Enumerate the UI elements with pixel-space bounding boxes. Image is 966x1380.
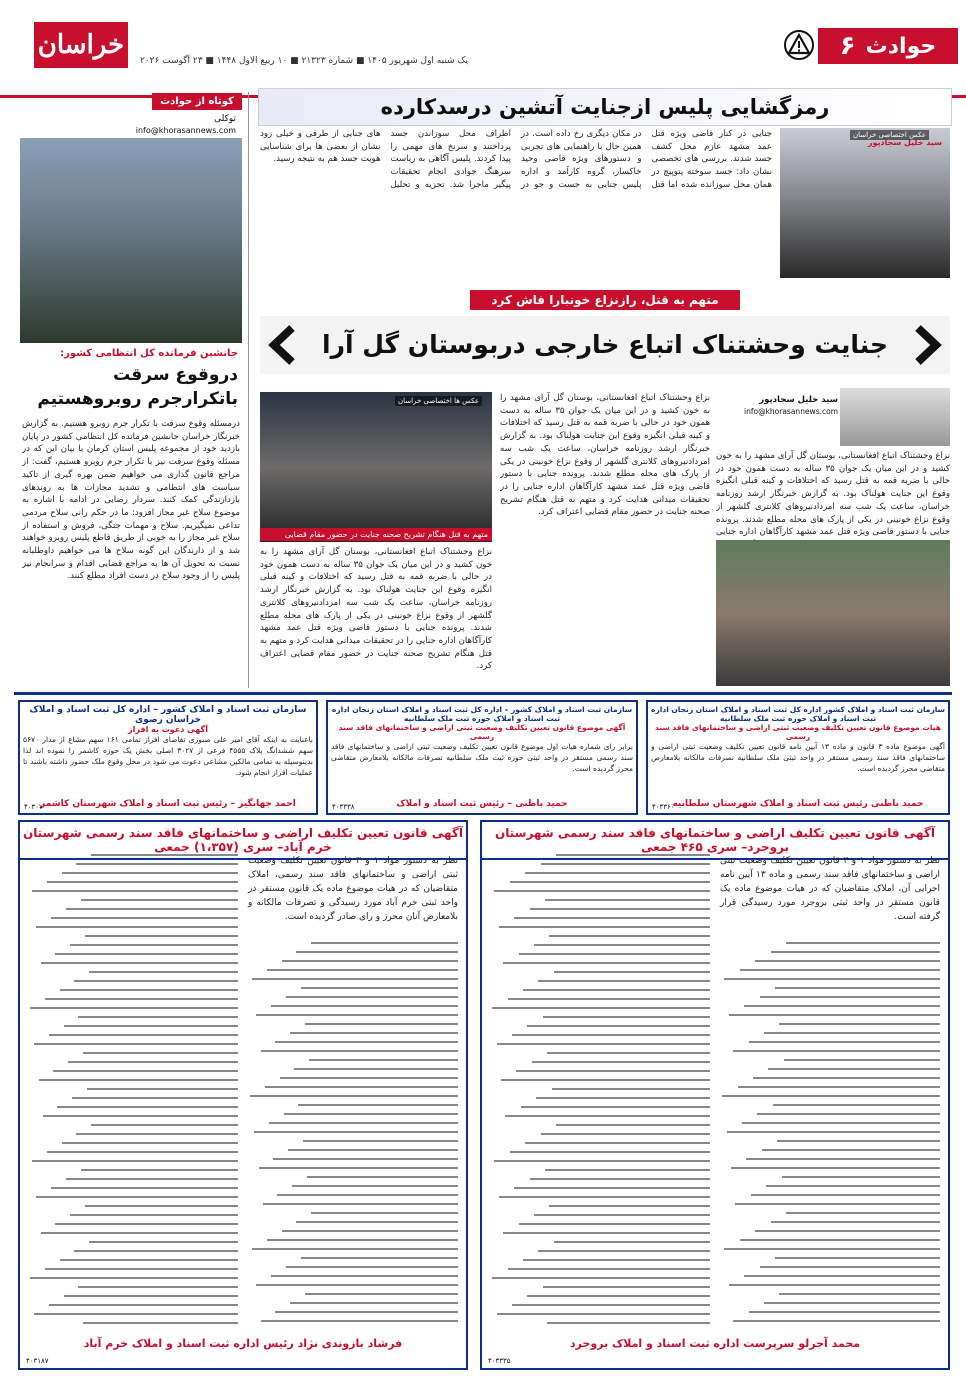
- text-line: [782, 1176, 940, 1178]
- text-line: [749, 1311, 940, 1313]
- text-line: [508, 998, 710, 1000]
- text-line: [55, 953, 238, 955]
- text-line: [32, 1160, 238, 1162]
- text-line: [499, 1196, 710, 1198]
- text-line: [74, 1250, 238, 1252]
- text-line: [301, 987, 459, 989]
- story1-headline-bar: [258, 88, 952, 126]
- text-line: [521, 1106, 710, 1108]
- text-line: [47, 1151, 238, 1153]
- text-line: [70, 1214, 238, 1216]
- text-line: [492, 1277, 710, 1279]
- dateline: یک شنبه اول شهریور ۱۴۰۵ ■ شماره ۲۱۳۲۳ ■ ۱۰ ربیع الاول ۱۴۴۸ ■ ۲۳ آگوست ۲۰۲۶: [140, 56, 469, 66]
- text-line: [733, 1320, 940, 1322]
- text-line: [250, 1095, 458, 1097]
- ad-code: ۴۰۳۳۶۰: [652, 803, 675, 811]
- story2-email: info@khorasannews.com: [744, 407, 838, 416]
- story2-kicker: متهم به قتل، رازنزاع خونبارا فاش کرد: [470, 290, 740, 310]
- text-line: [51, 917, 238, 919]
- text-line: [554, 971, 710, 973]
- text-line: [503, 962, 710, 964]
- text-line: [503, 1232, 710, 1234]
- story1-author: سید خلیل سجادپور: [867, 138, 942, 147]
- text-line: [740, 969, 940, 971]
- text-line: [779, 1293, 940, 1295]
- text-line: [81, 899, 239, 901]
- text-line: [286, 1266, 458, 1268]
- text-line: [757, 1113, 940, 1115]
- warning-icon: [784, 30, 814, 60]
- text-line: [34, 1313, 238, 1315]
- text-line: [41, 1232, 238, 1234]
- sidebar-headline: دروقوع سرقت باتکرارجرم روبروهستیم: [37, 365, 238, 409]
- text-line: [301, 1257, 459, 1259]
- text-line: [760, 1266, 940, 1268]
- ad-subtitle: هیات موضوع قانون تعیین تکلیف وضعیت ثبتی اراضی و ساختمانهای فاقد سند رسمی: [655, 723, 941, 741]
- text-line: [74, 980, 238, 982]
- story2-author: سید خلیل سجادپور: [759, 395, 838, 405]
- text-line: [556, 854, 710, 856]
- text-line: [259, 1167, 459, 1169]
- section-label: حوادث: [865, 33, 937, 59]
- text-line: [277, 1194, 458, 1196]
- text-line: [733, 1050, 940, 1052]
- text-line: [39, 1079, 239, 1081]
- text-line: [784, 1059, 940, 1061]
- text-line: [296, 951, 458, 953]
- story1-photo: [780, 128, 950, 278]
- text-line: [514, 1187, 710, 1189]
- text-line: [307, 1176, 458, 1178]
- ad-text-lines: [720, 942, 940, 1322]
- text-line: [744, 1005, 940, 1007]
- text-line: [768, 1068, 940, 1070]
- sidebar-author: توکلی: [214, 114, 236, 124]
- text-line: [512, 1304, 710, 1306]
- text-line: [70, 944, 238, 946]
- text-line: [261, 1050, 458, 1052]
- text-line: [43, 1115, 238, 1117]
- text-line: [519, 1223, 710, 1225]
- text-line: [510, 1151, 710, 1153]
- text-line: [263, 1203, 458, 1205]
- text-line: [510, 881, 710, 883]
- text-line: [744, 1275, 940, 1277]
- text-line: [305, 1023, 458, 1025]
- text-line: [742, 1122, 940, 1124]
- text-line: [286, 996, 458, 998]
- text-line: [36, 1196, 238, 1198]
- text-line: [305, 1293, 458, 1295]
- text-line: [49, 1304, 238, 1306]
- text-line: [775, 987, 940, 989]
- text-line: [280, 1077, 459, 1079]
- text-line: [36, 926, 238, 928]
- text-line: [76, 863, 238, 865]
- text-line: [311, 1212, 458, 1214]
- text-line: [729, 1284, 940, 1286]
- story2-body-middle: نزاع وحشتناک اتباع افغانستانی، بوستان گل آرای مشهد را به خون کشید و در این میان یک جوان ۳۵ ساله به دست همون خود در حالی با ضربه قمه به قتل رسید که اختلافات و کینه قبلی انگیزه وقوع این جنایت هولناک بود. به گزارش خبرنگار ارشد روزنامه خراسان، ساعت یک شب سه امردادنیروهای کلانتری گلشهر از وقوع نزاع خونینی در یکی از پارک های محله مطلع شدند. پرونده جنایی با دستور قاضی ویژه قتل عمد مشهد کارآگاهان اداره جنایی را در تحقیقات میدانی هدایت کرد و متهم به قتل هنگام تشریح صحنه جنایت در حضور مقام قضایی اعتراف کرد.: [500, 393, 710, 518]
- text-line: [66, 908, 238, 910]
- text-line: [497, 1043, 710, 1045]
- text-line: [516, 1070, 710, 1072]
- text-line: [543, 1286, 710, 1288]
- text-line: [275, 1041, 458, 1043]
- ad-kashmar: [18, 700, 318, 815]
- text-line: [256, 1014, 458, 1016]
- sidebar-email[interactable]: info@khorasannews.com: [135, 126, 236, 135]
- text-line: [729, 1014, 940, 1016]
- text-line: [288, 1149, 458, 1151]
- text-line: [762, 1149, 940, 1151]
- text-line: [85, 1205, 238, 1207]
- sidebar-box-label: کوتاه از حوادث: [152, 93, 242, 110]
- text-line: [252, 978, 458, 980]
- text-line: [55, 1223, 238, 1225]
- story2-photo-left: [260, 392, 492, 542]
- text-line: [749, 1041, 940, 1043]
- text-line: [497, 1313, 710, 1315]
- text-line: [771, 951, 940, 953]
- text-line: [267, 969, 458, 971]
- story2-photo-caption: متهم به قتل هنگام تشریح صحنه جنایت در حضور مقام قضایی: [260, 528, 492, 541]
- ad-code: ۴۰۳۳۳۵: [488, 1357, 511, 1365]
- sidebar-kicker: جانشین فرمانده کل انتظامی کشور:: [60, 348, 238, 359]
- text-line: [282, 1230, 458, 1232]
- text-line: [527, 1295, 710, 1297]
- text-line: [735, 1203, 940, 1205]
- story1-photo-credit: عکس اختصاصی خراسان: [850, 130, 929, 140]
- text-line: [499, 926, 710, 928]
- ad-title: آگهی قانون تعیین تکلیف اراضی و ساختمانهای فاقد سند رسمی شهرستان خرم آباد– سری (۱،۳۵۷) جمعی: [20, 822, 466, 860]
- text-line: [83, 1322, 238, 1324]
- text-line: [547, 1052, 710, 1054]
- ad-sign: حمید باطنی رئیس ثبت اسناد و املاک شهرستان سلطانیه: [672, 799, 924, 809]
- text-line: [282, 960, 458, 962]
- text-line: [530, 908, 710, 910]
- text-line: [76, 1133, 238, 1135]
- text-line: [779, 1023, 940, 1025]
- text-line: [523, 989, 710, 991]
- text-line: [89, 1241, 238, 1243]
- text-line: [85, 935, 238, 937]
- text-line: [303, 1140, 458, 1142]
- text-line: [254, 1131, 458, 1133]
- section-divider: [14, 692, 952, 695]
- text-line: [91, 854, 238, 856]
- text-line: [554, 1241, 710, 1243]
- ad-title: سازمان ثبت اسناد و املاک کشور – اداره کل ثبت اسناد و املاک استان زنجان اداره ثبت اسناد و املاک حوزه ثبت ملک سلطانیه: [331, 705, 633, 723]
- text-line: [766, 1185, 940, 1187]
- text-line: [543, 1016, 710, 1018]
- ad-soltanieh-1: [326, 700, 638, 815]
- text-line: [556, 1124, 710, 1126]
- text-line: [78, 1286, 238, 1288]
- ad-text-lines: [490, 854, 710, 1324]
- text-line: [284, 1113, 458, 1115]
- text-line: [89, 971, 238, 973]
- text-line: [773, 1104, 940, 1106]
- text-line: [775, 1257, 940, 1259]
- ad-title: سازمان ثبت اسناد و املاک کشور اداره کل ثبت اسناد و املاک استان زنجان اداره ثبت اسناد و املاک حوزه ثبت ملک سلطانیه: [651, 705, 945, 723]
- text-line: [51, 1187, 238, 1189]
- text-line: [552, 1088, 710, 1090]
- ad-body: نظر به دستور مواد ۱ و ۳ قانون تعیین تکلیف وضعیت ثبتی اراضی و ساختمانهای فاقد سند رسمی و ماده ۱۳ آیین نامه اجرایی آن، املاک متقاضیان که در هیات موضوع ماده یک قانون مستقر در واحد ثبتی بروجرد مورد رسیدگی قرار گرفته است.: [720, 856, 941, 922]
- text-line: [298, 1104, 458, 1106]
- text-line: [549, 1205, 710, 1207]
- ad-title: آگهی قانون تعیین تکلیف اراضی و ساختمانهای فاقد سند رسمی شهرستان بروجرد– سری ۴۶۵ جمعی: [482, 822, 948, 860]
- text-line: [60, 1259, 239, 1261]
- page-number: ۶: [839, 31, 856, 61]
- ad-subtitle: آگهی دعوت به افراز: [128, 725, 208, 734]
- text-line: [309, 1059, 458, 1061]
- ad-sign: حمید باطنی – رئیس ثبت اسناد و املاک: [396, 799, 568, 809]
- text-line: [541, 863, 710, 865]
- text-line: [751, 1194, 940, 1196]
- text-line: [256, 1284, 458, 1286]
- text-line: [83, 1052, 238, 1054]
- text-line: [45, 998, 238, 1000]
- text-line: [519, 953, 710, 955]
- text-line: [549, 935, 710, 937]
- text-line: [532, 1061, 710, 1063]
- text-line: [252, 1248, 458, 1250]
- sidebar: [20, 88, 242, 688]
- text-line: [32, 890, 238, 892]
- story1-body: جنایی در کنار قاضی ویژه قتل عمد مشهد عازم محل کشف جسد شدند. بررسی های تخصصی نشان داد: جسد سوخته پتوپیچ در همان محل سوزانده شده اما قتل در مکان دیگری رخ داده است. در همین حال با راهنمایی های تجربی و دستورهای ویژه قاضی وحید خاکسار، گروه کارآمد و اداره پلیس جنایی به جست و جو در اطراف محل سوزاندن جسد پرداختند و سرنخ های مهمی را پیدا کردند. پلیس آگاهی به ریاست سرهنگ جوادی انجام تحقیقات پیگیر ماجرا شد. تجزیه و تحلیل های جنایی از طرفی و خیلی زود نشان از بعضی ها برای شناسایی هویت جسد هم به نتیجه رسید.: [260, 129, 772, 190]
- ad-khorramabad: [18, 820, 468, 1370]
- text-line: [525, 872, 710, 874]
- text-line: [294, 1068, 458, 1070]
- text-line: [771, 1221, 940, 1223]
- sidebar-body: درمسئله وقوع سرقت با تکرار جرم روبرو هستیم. به گزارش خبرنگار خراسان جانشین فرمانده کل انتظامی کشور در پایان بازدید خود از مجموعه پلیس استان کرمان با بیان این که در مسئله وقوع سرقت نیز با تکرار جرم روبرو هستیم، گفت: از مراجع قانون گذاری می خواهیم ضمن بهره گیری از تاکید سیاست های انتظامی و تشدید مجازات ها به روندهای بازدارندگی کمک کنند. سردار رضایی در ادامه با اشاره به موضوع سلاح غیر مجاز افزود: ما در حکم رانی سلاح مردمی تداعی نمیگیریم. سلاح و مهمات جنگی، فروش و استفاده از سلاح غیر مجاز را به خوبی از طریق قاطع پلیس روبرو خواهند شد و از دارندگان این گونه سلاح ها می خواهیم داوطلبانه نسبت به تحویل آن ها به مراجع قضایی اقدام و سرانجام نیز پلیس را از وجود سلاح در دست افراد مطلع کنند.: [22, 419, 240, 582]
- text-line: [508, 1268, 710, 1270]
- text-line: [271, 1275, 458, 1277]
- ad-code: ۴۰۳۳۳۸: [332, 803, 355, 811]
- ad-boroujerd: [480, 820, 950, 1370]
- text-line: [87, 1088, 238, 1090]
- ad-subtitle: آگهی موضوع قانون تعیین تکلیف وضعیت ثبتی اراضی و ساختمانهای فاقد سند رسمی: [338, 723, 626, 741]
- text-line: [292, 1185, 458, 1187]
- story2-photo-credit: عکس ها اختصاصی خراسان: [395, 396, 482, 406]
- text-line: [62, 872, 238, 874]
- text-line: [545, 1169, 710, 1171]
- text-line: [271, 1005, 458, 1007]
- text-line: [536, 1097, 710, 1099]
- text-line: [49, 1034, 238, 1036]
- ad-code: ۴۰۳۰۷: [24, 803, 43, 811]
- text-line: [740, 1239, 940, 1241]
- text-line: [512, 1034, 710, 1036]
- story2-body-right: نزاع وحشتناک اتباع افغانستانی، بوستان گل آرای مشهد را به خون کشید و در این میان یک جوان ۳۵ ساله به دست همون خود در حالی با ضربه قمه به قتل رسید که اختلافات و کینه قبلی انگیزه وقوع این جنایت هولناک بود. به گزارش خبرنگار ارشد روزنامه خراسان، ساعت یک شب سه امردادنیروهای کلانتری گلشهر از وقوع نزاع خونینی در یکی از پارک های محله مطلع شدند. پرونده جنایی با دستور قاضی ویژه قتل عمد مشهد کارآگاهان اداره جنایی: [716, 451, 950, 538]
- text-line: [722, 1095, 940, 1097]
- text-line: [505, 1115, 710, 1117]
- ad-sign: احمد جهانگیر – رئیس ثبت اسناد و املاک شهرستان کاشمر: [40, 799, 296, 809]
- ad-text-lines: [28, 854, 238, 1324]
- text-line: [275, 1311, 458, 1313]
- text-line: [492, 1007, 710, 1009]
- ad-soltanieh-2: [646, 700, 950, 815]
- chevron-right-icon: [904, 324, 944, 366]
- text-line: [290, 1032, 458, 1034]
- text-line: [538, 1250, 710, 1252]
- text-line: [311, 942, 458, 944]
- text-line: [267, 1239, 458, 1241]
- chevron-left-icon: [266, 324, 306, 366]
- text-line: [494, 890, 710, 892]
- text-line: [724, 1248, 940, 1250]
- text-line: [534, 944, 710, 946]
- text-line: [786, 1212, 940, 1214]
- text-line: [746, 1158, 940, 1160]
- text-line: [78, 1016, 238, 1018]
- text-line: [753, 1077, 940, 1079]
- newspaper-logo[interactable]: خراسان: [34, 22, 128, 68]
- author-avatar: [840, 388, 950, 446]
- text-line: [64, 1025, 238, 1027]
- text-line: [523, 1259, 710, 1261]
- text-line: [269, 1122, 458, 1124]
- text-line: [764, 1302, 940, 1304]
- text-line: [296, 1221, 458, 1223]
- text-line: [545, 899, 710, 901]
- text-line: [760, 996, 940, 998]
- ad-code: ۴۰۳۱۸۷: [26, 1357, 49, 1365]
- story2-body-left: نزاع وحشتناک اتباع افغانستانی، بوستان گل آرای مشهد را به خون کشید و در این میان یک جوان ۳۵ ساله به دست همون خود در حالی با ضربه قمه به قتل رسید که اختلافات و کینه قبلی انگیزه وقوع این جنایت هولناک بود. به گزارش خبرنگار ارشد روزنامه خراسان، ساعت یک شب سه امردادنیروهای کلانتری گلشهر از وقوع نزاع خونینی در یکی از پارک های محله مطلع شدند. پرونده جنایی با دستور قاضی ویژه قتل عمد مشهد کارآگاهان اداره جنایی را در تحقیقات میدانی هدایت کرد و متهم به قتل هنگام تشریح صحنه جنایت در حضور مقام قضایی اعتراف کرد.: [260, 547, 492, 672]
- text-line: [777, 1140, 940, 1142]
- text-line: [91, 1124, 238, 1126]
- text-line: [724, 978, 940, 980]
- story1-headline: رمزگشایی پلیس ازجنایت آتشین درسدکارده: [380, 95, 830, 119]
- text-line: [755, 1230, 940, 1232]
- text-line: [547, 1322, 710, 1324]
- text-line: [265, 1086, 458, 1088]
- text-line: [72, 1097, 238, 1099]
- text-line: [34, 1043, 238, 1045]
- page-header: [0, 0, 966, 98]
- text-line: [57, 1106, 238, 1108]
- text-line: [30, 1277, 238, 1279]
- sidebar-divider: [248, 92, 249, 688]
- text-line: [541, 1133, 710, 1135]
- ad-body: نظر به دستور مواد ۱ و ۳ قانون تعیین تکلیف وضعیت ثبتی اراضی و ساختمانهای فاقد سند رسمی، املاک متقاضیان که در هیات موضوع ماده یک قانون مستقر در واحد ثبتی خرم آباد مورد رسیدگی و تصرفات مالکانه و بلامعارض آنان محرز و رای صادر گردیده است.: [248, 856, 458, 922]
- text-line: [538, 980, 710, 982]
- text-line: [261, 1320, 458, 1322]
- text-line: [764, 1032, 940, 1034]
- ad-title: سازمان ثبت اسناد و املاک کشور – اداره کل ثبت اسناد و املاک خراسان رضوی: [29, 705, 307, 725]
- text-line: [530, 1178, 710, 1180]
- ad-sign: فرشاد بازوندی نژاد رئیس اداره ثبت اسناد و املاک خرم آباد: [83, 1337, 403, 1350]
- text-line: [501, 1079, 710, 1081]
- text-line: [60, 989, 239, 991]
- ad-text-lines: [248, 942, 458, 1322]
- text-line: [64, 1295, 238, 1297]
- story2-headline-bar: [260, 316, 950, 374]
- text-line: [786, 942, 940, 944]
- text-line: [62, 1142, 238, 1144]
- section-tab[interactable]: [818, 28, 958, 64]
- text-line: [66, 1178, 238, 1180]
- text-line: [534, 1214, 710, 1216]
- text-line: [273, 1158, 458, 1160]
- ad-body: برابر رای شماره هیات اول موضوع قانون تعیین تکلیف وضعیت ثبتی اراضی و ساختمانهای فاقد سند رسمی مستقر در واحد ثبتی حوزه ثبت ملک سلطانیه تصرفات مالکانه بلامعارض متقاضی محرز گردیده است.: [331, 742, 633, 773]
- text-line: [41, 962, 238, 964]
- story2-headline: جنایت وحشتناک اتباع خارجی دربوستان گل آرا: [322, 330, 888, 359]
- text-line: [81, 1169, 239, 1171]
- text-line: [30, 1007, 238, 1009]
- sidebar-photo: [20, 138, 242, 343]
- text-line: [527, 1025, 710, 1027]
- story2-photo-right: [716, 540, 950, 686]
- text-line: [525, 1142, 710, 1144]
- text-line: [731, 1167, 940, 1169]
- text-line: [727, 1131, 940, 1133]
- text-line: [68, 1061, 238, 1063]
- text-line: [494, 1160, 710, 1162]
- ad-body: باعنایت به اینکه آقای امیر علی صبوری تقاضای افراز تمامی ۱۶۱ سهم مشاع از مدار ۵۶۷۰ سهم ششدانگ پلاک ۴۵۵۵ فرعی از ۳۰۲۷ اصلی بخش یک حوزه کاشمر را نموده اند لذا بدینوسیله به تمامی مالکین مشاعی دعوت می شود در محل وقوع ملک حضور داشته باشند تا عملیات افراز انجام شود.: [23, 735, 313, 777]
- text-line: [738, 1086, 940, 1088]
- text-line: [755, 960, 940, 962]
- ad-sign: محمد آجرلو سرپرست اداره ثبت اسناد و املاک بروجرد: [569, 1337, 861, 1350]
- text-line: [53, 1070, 238, 1072]
- text-line: [290, 1302, 458, 1304]
- text-line: [45, 1268, 238, 1270]
- text-line: [514, 917, 710, 919]
- text-line: [47, 881, 238, 883]
- ad-body: آگهی موضوع ماده ۳ قانون و ماده ۱۳ آیین نامه قانون تعیین تکلیف وضعیت ثبتی اراضی و ساختمانهای فاقد سند رسمی مستقر در واحد ثبتی ملک سلطانیه تصرفات مالکانه بلامعارض متقاضی محرز گردیده است.: [651, 742, 945, 773]
